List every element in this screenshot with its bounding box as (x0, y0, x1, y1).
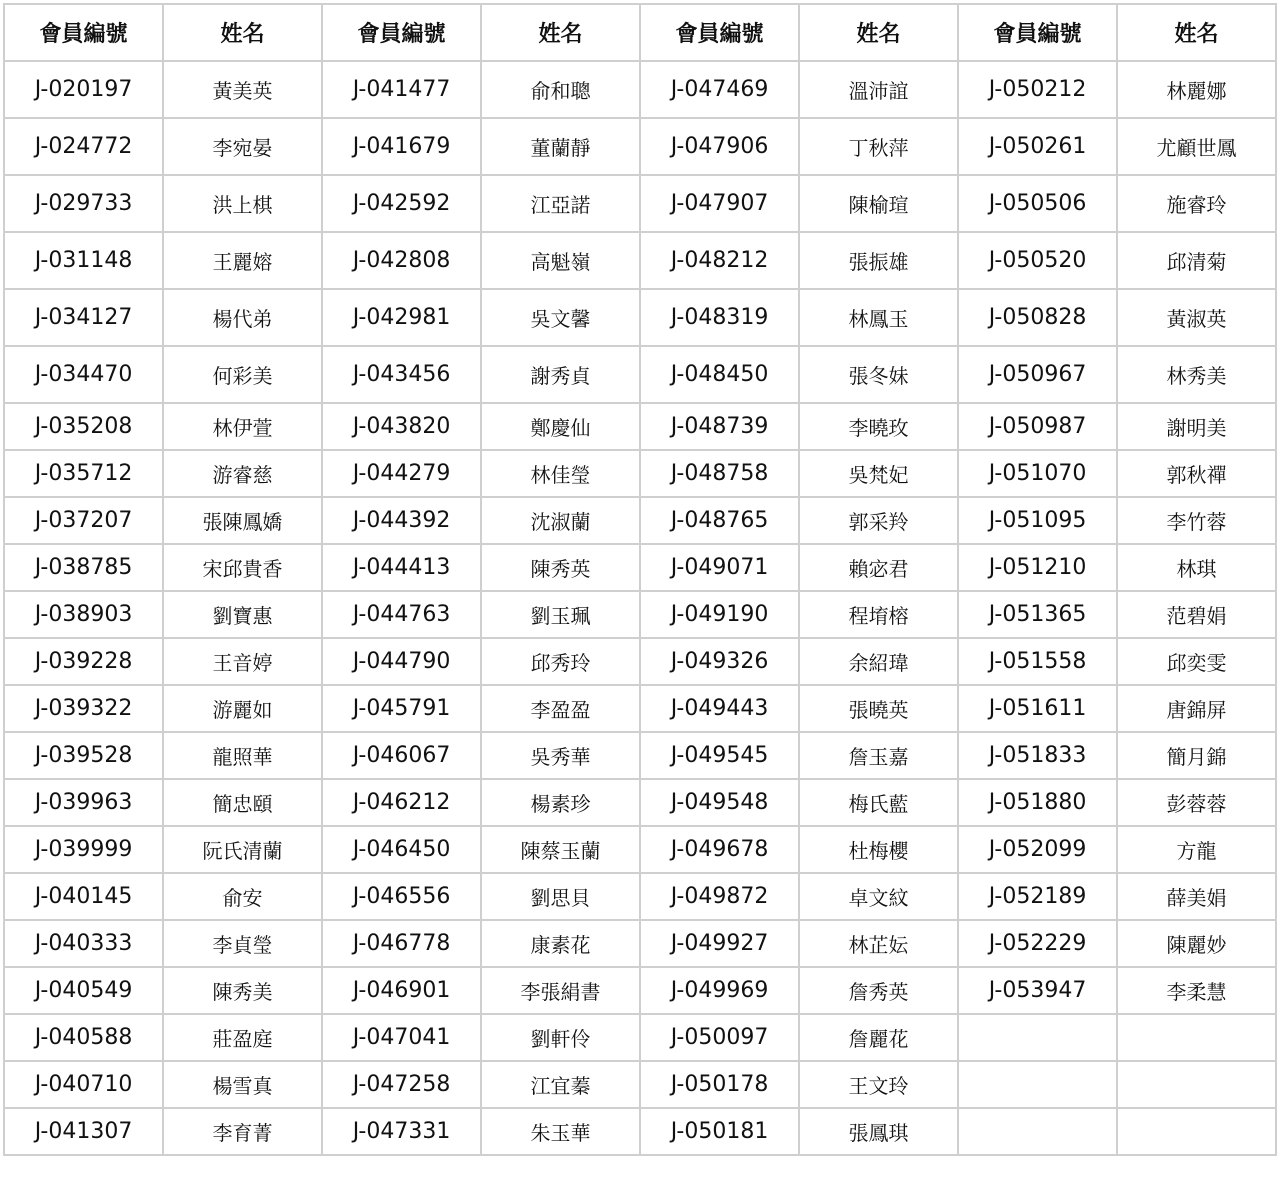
member-id-cell: J-049443 (640, 685, 799, 732)
member-name-cell: 程堉榕 (799, 591, 958, 638)
table-row (4, 450, 1276, 497)
member-name-cell: 余紹瑋 (799, 638, 958, 685)
member-name-cell: 張冬妹 (799, 346, 958, 403)
member-name-cell: 邱清菊 (1117, 232, 1276, 289)
member-name-cell: 康素花 (481, 920, 640, 967)
member-id-cell: J-042808 (322, 232, 481, 289)
member-name-cell: 丁秋萍 (799, 118, 958, 175)
member-name-cell: 林麗娜 (1117, 61, 1276, 118)
member-id-cell: J-043456 (322, 346, 481, 403)
member-id-cell: J-039228 (4, 638, 163, 685)
member-name-cell: 李宛晏 (163, 118, 322, 175)
member-name-cell: 黃淑英 (1117, 289, 1276, 346)
member-name-cell: 李貞瑩 (163, 920, 322, 967)
member-id-cell: J-049548 (640, 779, 799, 826)
table-row (4, 591, 1276, 638)
member-id-cell: J-047258 (322, 1061, 481, 1108)
member-name-cell: 陳蔡玉蘭 (481, 826, 640, 873)
member-id-cell: J-039999 (4, 826, 163, 873)
member-id-cell: J-041477 (322, 61, 481, 118)
member-id-cell: J-050506 (958, 175, 1117, 232)
member-name-cell: 江亞諾 (481, 175, 640, 232)
table-row (4, 826, 1276, 873)
member-id-cell: J-047907 (640, 175, 799, 232)
member-name-cell: 王文玲 (799, 1061, 958, 1108)
member-name-cell: 邱秀玲 (481, 638, 640, 685)
member-name-cell: 李竹蓉 (1117, 497, 1276, 544)
table-row (4, 638, 1276, 685)
table-row (4, 497, 1276, 544)
member-name-cell: 宋邱貴香 (163, 544, 322, 591)
table-row (4, 1108, 1276, 1155)
member-name-cell: 張振雄 (799, 232, 958, 289)
member-name-cell: 楊雪真 (163, 1061, 322, 1108)
member-id-cell: J-049927 (640, 920, 799, 967)
table-row (4, 779, 1276, 826)
member-id-cell: J-047041 (322, 1014, 481, 1061)
member-id-cell: J-046778 (322, 920, 481, 967)
table-body (4, 61, 1276, 1155)
member-name-cell: 范碧娟 (1117, 591, 1276, 638)
member-id-cell: J-051210 (958, 544, 1117, 591)
member-id-cell: J-048212 (640, 232, 799, 289)
member-id-cell: J-048765 (640, 497, 799, 544)
table-row (4, 873, 1276, 920)
member-id-cell: J-053947 (958, 967, 1117, 1014)
member-id-cell: J-039322 (4, 685, 163, 732)
member-name-cell: 陳秀美 (163, 967, 322, 1014)
member-name-cell: 方龍 (1117, 826, 1276, 873)
table-row (4, 685, 1276, 732)
member-name-cell: 陳秀英 (481, 544, 640, 591)
table-row (4, 403, 1276, 450)
member-id-cell: J-051880 (958, 779, 1117, 826)
member-name-cell: 張鳳琪 (799, 1108, 958, 1155)
member-name-cell: 李張絹書 (481, 967, 640, 1014)
member-id-cell: J-046450 (322, 826, 481, 873)
member-name-cell: 楊素珍 (481, 779, 640, 826)
member-name-cell: 劉軒伶 (481, 1014, 640, 1061)
member-id-cell: J-050212 (958, 61, 1117, 118)
member-name-cell: 王音婷 (163, 638, 322, 685)
table-row (4, 967, 1276, 1014)
member-id-cell: J-041307 (4, 1108, 163, 1155)
member-name-cell: 李柔慧 (1117, 967, 1276, 1014)
member-name-cell: 吳秀華 (481, 732, 640, 779)
member-id-cell: J-040588 (4, 1014, 163, 1061)
member-name-cell: 卓文紋 (799, 873, 958, 920)
member-name-cell: 詹麗花 (799, 1014, 958, 1061)
member-name-cell: 林琪 (1117, 544, 1276, 591)
member-id-cell: J-049326 (640, 638, 799, 685)
member-name-cell: 李盈盈 (481, 685, 640, 732)
member-name-cell: 楊代弟 (163, 289, 322, 346)
member-id-cell: J-035208 (4, 403, 163, 450)
header-cell-member-id: 會員編號 (640, 4, 799, 61)
table-row (4, 1014, 1276, 1061)
member-id-cell: J-049190 (640, 591, 799, 638)
member-name-cell: 林鳳玉 (799, 289, 958, 346)
member-id-cell: J-046901 (322, 967, 481, 1014)
table-row (4, 732, 1276, 779)
member-name-cell: 游麗如 (163, 685, 322, 732)
member-id-cell: J-040710 (4, 1061, 163, 1108)
member-name-cell: 溫沛誼 (799, 61, 958, 118)
member-id-cell: J-034470 (4, 346, 163, 403)
member-id-cell: J-048758 (640, 450, 799, 497)
member-name-cell: 林芷妘 (799, 920, 958, 967)
member-name-cell: 吳梵妃 (799, 450, 958, 497)
member-name-cell: 朱玉華 (481, 1108, 640, 1155)
member-name-cell: 劉思貝 (481, 873, 640, 920)
member-id-cell: J-051833 (958, 732, 1117, 779)
member-id-cell: J-047906 (640, 118, 799, 175)
member-id-cell: J-040333 (4, 920, 163, 967)
member-id-cell: J-020197 (4, 61, 163, 118)
member-name-cell: 俞和聰 (481, 61, 640, 118)
member-name-cell (1117, 1061, 1276, 1108)
member-id-cell: J-044763 (322, 591, 481, 638)
member-name-cell: 游睿慈 (163, 450, 322, 497)
member-name-cell: 詹秀英 (799, 967, 958, 1014)
member-id-cell: J-050261 (958, 118, 1117, 175)
table-row (4, 1061, 1276, 1108)
member-name-cell: 李育菁 (163, 1108, 322, 1155)
header-row (4, 4, 1276, 61)
member-id-cell (958, 1014, 1117, 1061)
member-name-cell: 陳麗妙 (1117, 920, 1276, 967)
table-row (4, 544, 1276, 591)
header-cell-name: 姓名 (481, 4, 640, 61)
member-id-cell: J-046212 (322, 779, 481, 826)
table-row (4, 289, 1276, 346)
member-id-cell: J-044413 (322, 544, 481, 591)
member-name-cell: 簡忠頤 (163, 779, 322, 826)
member-id-cell: J-042592 (322, 175, 481, 232)
member-id-cell: J-050178 (640, 1061, 799, 1108)
member-name-cell: 劉寶惠 (163, 591, 322, 638)
member-id-cell: J-049071 (640, 544, 799, 591)
member-id-cell: J-048739 (640, 403, 799, 450)
member-name-cell: 林伊萱 (163, 403, 322, 450)
member-name-cell: 董蘭靜 (481, 118, 640, 175)
member-id-cell: J-046556 (322, 873, 481, 920)
member-name-cell: 龍照華 (163, 732, 322, 779)
member-name-cell: 簡月錦 (1117, 732, 1276, 779)
table-row (4, 920, 1276, 967)
member-id-cell: J-049872 (640, 873, 799, 920)
header-cell-member-id: 會員編號 (322, 4, 481, 61)
member-id-cell: J-045791 (322, 685, 481, 732)
member-id-cell: J-029733 (4, 175, 163, 232)
member-id-cell: J-051558 (958, 638, 1117, 685)
member-name-cell: 俞安 (163, 873, 322, 920)
member-name-cell: 阮氏清蘭 (163, 826, 322, 873)
member-name-cell: 施睿玲 (1117, 175, 1276, 232)
member-id-cell: J-052229 (958, 920, 1117, 967)
member-name-cell (1117, 1108, 1276, 1155)
member-id-cell: J-049969 (640, 967, 799, 1014)
table-row (4, 175, 1276, 232)
table-row (4, 232, 1276, 289)
table-row (4, 118, 1276, 175)
member-name-cell: 陳榆瑄 (799, 175, 958, 232)
member-id-cell: J-034127 (4, 289, 163, 346)
member-id-cell (958, 1061, 1117, 1108)
member-id-cell: J-039963 (4, 779, 163, 826)
member-id-cell: J-051365 (958, 591, 1117, 638)
table-header (4, 4, 1276, 61)
member-id-cell: J-049545 (640, 732, 799, 779)
member-name-cell: 劉玉珮 (481, 591, 640, 638)
member-name-cell: 張曉英 (799, 685, 958, 732)
member-name-cell: 郭采羚 (799, 497, 958, 544)
member-id-cell: J-048319 (640, 289, 799, 346)
member-id-cell: J-050967 (958, 346, 1117, 403)
member-name-cell: 詹玉嘉 (799, 732, 958, 779)
member-id-cell: J-050181 (640, 1108, 799, 1155)
header-cell-name: 姓名 (163, 4, 322, 61)
member-id-cell: J-050987 (958, 403, 1117, 450)
member-name-cell: 杜梅櫻 (799, 826, 958, 873)
member-id-cell: J-048450 (640, 346, 799, 403)
header-cell-name: 姓名 (799, 4, 958, 61)
member-name-cell: 何彩美 (163, 346, 322, 403)
member-id-cell: J-041679 (322, 118, 481, 175)
member-id-cell: J-049678 (640, 826, 799, 873)
member-name-cell: 賴宓君 (799, 544, 958, 591)
member-name-cell: 唐錦屏 (1117, 685, 1276, 732)
member-id-cell: J-044790 (322, 638, 481, 685)
member-name-cell: 郭秋禪 (1117, 450, 1276, 497)
member-name-cell: 吳文馨 (481, 289, 640, 346)
member-name-cell: 沈淑蘭 (481, 497, 640, 544)
member-id-cell: J-050097 (640, 1014, 799, 1061)
member-name-cell: 邱奕雯 (1117, 638, 1276, 685)
member-id-cell: J-051095 (958, 497, 1117, 544)
member-name-cell: 李曉玫 (799, 403, 958, 450)
member-id-cell: J-038903 (4, 591, 163, 638)
header-cell-member-id: 會員編號 (958, 4, 1117, 61)
member-name-cell: 林佳瑩 (481, 450, 640, 497)
member-name-cell: 王麗嫆 (163, 232, 322, 289)
member-id-cell: J-047331 (322, 1108, 481, 1155)
member-id-cell: J-043820 (322, 403, 481, 450)
member-id-cell: J-035712 (4, 450, 163, 497)
member-id-cell: J-046067 (322, 732, 481, 779)
member-name-cell: 張陳鳳嬌 (163, 497, 322, 544)
member-id-cell: J-039528 (4, 732, 163, 779)
member-name-cell: 洪上棋 (163, 175, 322, 232)
member-id-cell: J-044279 (322, 450, 481, 497)
member-id-cell: J-050828 (958, 289, 1117, 346)
member-name-cell: 莊盈庭 (163, 1014, 322, 1061)
member-id-cell: J-038785 (4, 544, 163, 591)
member-name-cell: 尤顧世鳳 (1117, 118, 1276, 175)
member-id-cell: J-040145 (4, 873, 163, 920)
member-id-cell: J-040549 (4, 967, 163, 1014)
member-name-cell (1117, 1014, 1276, 1061)
member-id-cell: J-031148 (4, 232, 163, 289)
header-cell-name: 姓名 (1117, 4, 1276, 61)
member-name-cell: 黃美英 (163, 61, 322, 118)
member-id-cell: J-044392 (322, 497, 481, 544)
member-name-cell: 薛美娟 (1117, 873, 1276, 920)
member-name-cell: 高魁嶺 (481, 232, 640, 289)
header-cell-member-id: 會員編號 (4, 4, 163, 61)
member-id-cell: J-051611 (958, 685, 1117, 732)
member-id-cell: J-047469 (640, 61, 799, 118)
member-id-cell: J-042981 (322, 289, 481, 346)
member-name-cell: 江宜蓁 (481, 1061, 640, 1108)
member-id-cell: J-024772 (4, 118, 163, 175)
member-id-cell: J-050520 (958, 232, 1117, 289)
member-id-cell: J-051070 (958, 450, 1117, 497)
member-name-cell: 謝秀貞 (481, 346, 640, 403)
member-name-cell: 彭蓉蓉 (1117, 779, 1276, 826)
member-id-cell: J-037207 (4, 497, 163, 544)
member-name-cell: 鄭慶仙 (481, 403, 640, 450)
member-id-cell (958, 1108, 1117, 1155)
member-name-cell: 梅氏藍 (799, 779, 958, 826)
member-id-cell: J-052189 (958, 873, 1117, 920)
member-id-cell: J-052099 (958, 826, 1117, 873)
member-table (3, 3, 1277, 1156)
table-row (4, 346, 1276, 403)
table-row (4, 61, 1276, 118)
member-name-cell: 謝明美 (1117, 403, 1276, 450)
member-name-cell: 林秀美 (1117, 346, 1276, 403)
